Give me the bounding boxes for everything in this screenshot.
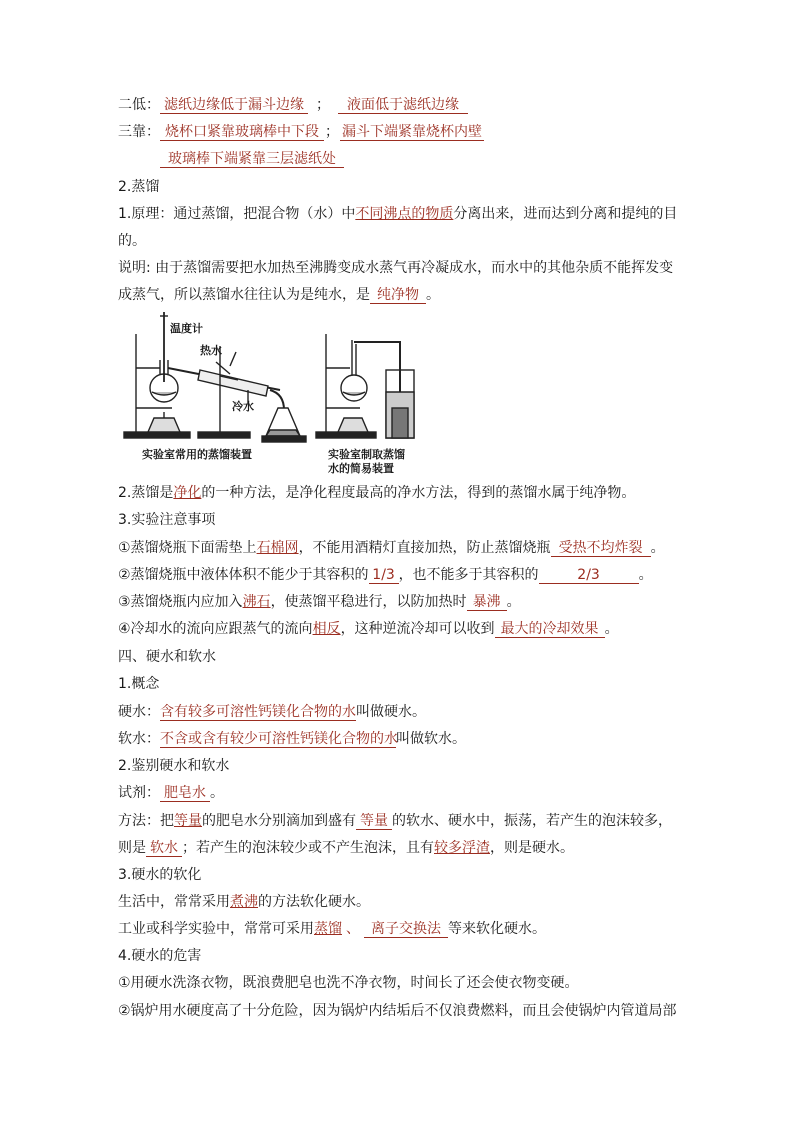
- identify-title: 2.鉴别硬水和软水: [118, 758, 230, 774]
- text: ，这种逆流冷却可以收到: [340, 621, 495, 637]
- separator: 、: [346, 921, 360, 937]
- line-three-leans: [118, 123, 688, 142]
- text: 2.蒸馏是: [118, 485, 174, 501]
- principle-line-2: 的。: [118, 233, 146, 249]
- answer-blank: 液面低于滤纸边缘: [338, 97, 468, 114]
- text: 软水：: [118, 731, 160, 747]
- text: ，使蒸馏平稳进行，以防加热时: [270, 594, 467, 610]
- answer-blank: 等量: [356, 813, 392, 830]
- text: 。: [604, 621, 619, 637]
- separator: ；: [325, 124, 339, 140]
- text: 的一种方法，是净化程度最高的净水方法，得到的蒸馏水属于纯净物。: [201, 485, 636, 501]
- harm-title: 4.硬水的危害: [118, 948, 202, 964]
- text: 生活中，常常采用: [118, 894, 230, 910]
- text: 1.原理：通过蒸馏，把混合物（水）中: [118, 206, 356, 222]
- answer: 相反: [312, 621, 341, 637]
- answer: 不同沸点的物质: [355, 206, 454, 222]
- text: ①蒸馏烧瓶下面需垫上: [118, 540, 257, 556]
- method-line-1: [118, 812, 688, 831]
- answer-blank: 烧杯口紧靠玻璃棒中下段: [160, 124, 324, 141]
- caption-left: 实验室常用的蒸馏装置: [142, 448, 252, 461]
- stand-base: [124, 432, 190, 438]
- answer: 净化: [173, 485, 202, 501]
- text: 。: [650, 540, 665, 556]
- industry-line: [118, 920, 688, 939]
- text: ②蒸馏烧瓶中液体体积不能少于其容积的: [118, 567, 369, 583]
- condenser: [198, 370, 268, 396]
- soft-water-def: [118, 730, 688, 749]
- reagent-line: [118, 784, 688, 803]
- answer-blank: 最大的冷却效果: [495, 621, 605, 638]
- text: 的软水、硬水中，振荡，若产生的泡沫较多，: [392, 813, 672, 829]
- answer-blank: 肥皂水: [160, 785, 210, 802]
- notes-title: 3.实验注意事项: [118, 512, 216, 528]
- text: 工业或科学实验中，常常可采用: [118, 921, 314, 937]
- label: 三靠：: [118, 124, 160, 140]
- answer-blank: 不含或含有较少可溶性钙镁化合物的水: [160, 731, 398, 747]
- answer: 等量: [174, 813, 202, 829]
- text: 方法：把: [118, 813, 174, 829]
- soften-title: 3.硬水的软化: [118, 867, 202, 883]
- answer: 沸石: [242, 594, 271, 610]
- text: 则是: [118, 840, 146, 856]
- label-cold-water: 冷水: [232, 400, 254, 413]
- caption-right-line-2: 水的简易装置: [328, 462, 394, 475]
- note-4: [118, 620, 688, 639]
- answer-blank: 暴沸: [467, 594, 507, 611]
- answer: 蒸馏: [314, 921, 342, 937]
- text: 的方法软化硬水。: [258, 894, 370, 910]
- label-thermometer: 温度计: [170, 322, 203, 335]
- principle-line-1: [118, 205, 688, 224]
- text: 叫做硬水。: [356, 704, 426, 720]
- note-1: [118, 539, 688, 558]
- text: 叫做软水。: [396, 731, 466, 747]
- label: 二低：: [118, 97, 160, 113]
- text: ，不能用酒精灯直接加热，防止蒸馏烧瓶: [298, 540, 551, 556]
- caption-right-line-1: 实验室制取蒸馏: [328, 448, 405, 461]
- note-3: [118, 593, 688, 612]
- answer-blank: 玻璃棒下端紧靠三层滤纸处: [160, 151, 344, 168]
- text: 。: [506, 594, 521, 610]
- text: 硬水：: [118, 704, 160, 720]
- answer-blank: 离子交换法: [364, 921, 448, 938]
- harm-1: ①用硬水洗涤衣物，既浪费肥皂也洗不净衣物，时间长了还会使衣物变硬。: [118, 975, 579, 991]
- text: ③蒸馏烧瓶内应加入: [118, 594, 243, 610]
- text: 等来软化硬水。: [448, 921, 546, 937]
- section-title-hard-soft-water: 四、硬水和软水: [118, 649, 216, 665]
- life-line: [118, 893, 688, 912]
- text: 。: [426, 287, 440, 303]
- answer-blank: 纯净物: [370, 287, 426, 304]
- concept-title: 1.概念: [118, 676, 160, 692]
- text: 试剂：: [118, 785, 160, 801]
- text: ④冷却水的流向应跟蒸气的流向: [118, 621, 313, 637]
- answer: 较多浮渣: [434, 840, 490, 856]
- note-2: [118, 566, 688, 585]
- burner: [148, 418, 180, 432]
- text: ，则是硬水。: [490, 840, 574, 856]
- distillation-apparatus-figure: [120, 312, 420, 476]
- text: 分离出来，进而达到分离和提纯的目: [453, 206, 678, 222]
- section-title-distillation: 2.蒸馏: [118, 179, 160, 195]
- line-three-leans-cont: [160, 150, 730, 169]
- text: 成蒸气，所以蒸馏水往往认为是纯水，是: [118, 287, 370, 303]
- answer-blank: 滤纸边缘低于漏斗边缘: [160, 97, 308, 114]
- answer: 煮沸: [230, 894, 258, 910]
- answer-blank: 含有较多可溶性钙镁化合物的水: [160, 704, 356, 720]
- text: 的肥皂水分别滴加到盛有: [202, 813, 356, 829]
- answer: 石棉网: [256, 540, 299, 556]
- hard-water-def: [118, 703, 688, 722]
- answer-blank: 受热不均炸裂: [551, 540, 651, 557]
- answer-blank: 2/3: [539, 567, 639, 584]
- distillation-purify-line: [118, 484, 688, 503]
- line-two-lows: [118, 96, 688, 115]
- answer-blank: 软水: [146, 840, 182, 857]
- label-hot-water: 热水: [200, 344, 222, 357]
- separator: ；: [316, 97, 330, 113]
- answer-blank: 漏斗下端紧靠烧杯内壁: [342, 124, 482, 140]
- explain-line-2: [118, 286, 688, 305]
- answer-blank: 1/3: [369, 567, 399, 584]
- text: ，也不能多于其容积的: [398, 567, 539, 583]
- text: 。: [638, 567, 653, 583]
- explain-line-1: 说明: 由于蒸馏需要把水加热至沸腾变成水蒸气再冷凝成水，而水中的其他杂质不能挥发变: [118, 260, 674, 276]
- method-line-2: [118, 839, 688, 858]
- harm-2: ②锅炉用水硬度高了十分危险，因为锅炉内结垢后不仅浪费燃料，而且会使锅炉内管道局部: [118, 1003, 677, 1019]
- text: 。: [210, 785, 224, 801]
- text: ；若产生的泡沫较少或不产生泡沫，且有: [182, 840, 434, 856]
